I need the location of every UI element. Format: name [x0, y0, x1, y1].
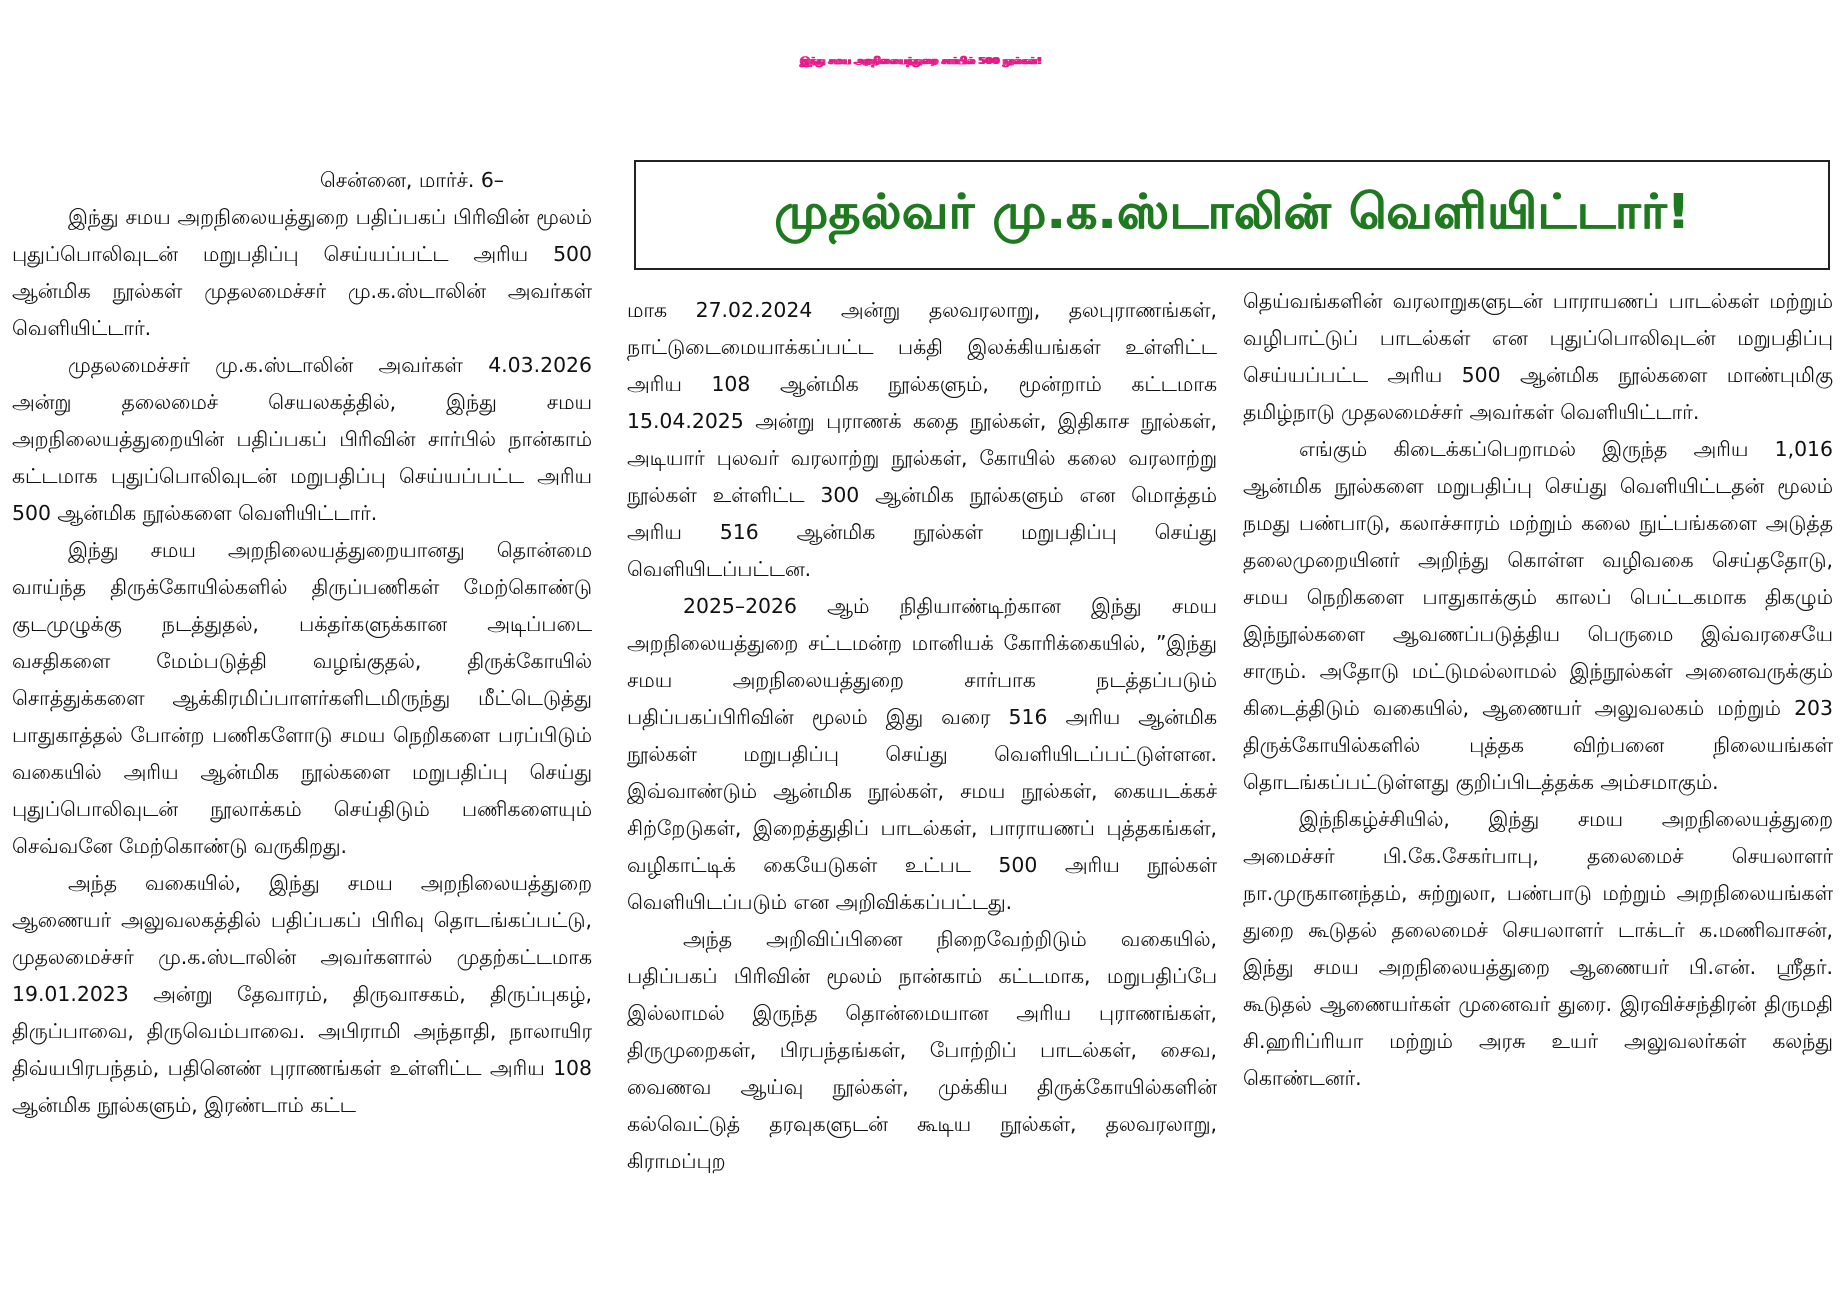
- paragraph: தெய்வங்களின் வரலாறுகளுடன் பாராயணப் பாடல்கள் மற்றும் வழிபாட்டுப் பாடல்கள் என புதுப்பொலிவுடன் மறுபதிப்பு செய்யப்பட்ட அரிய 500 ஆன்மிக நூல்களை மாண்புமிகு தமிழ்நாடு முதலமைச்சர் அவர்கள் வெளியிட்டார்.: [1243, 289, 1833, 424]
- article-column-2: [627, 292, 1217, 1180]
- paragraph: 2025–2026 ஆம் நிதியாண்டிற்கான இந்து சமய அறநிலையத்துறை சட்டமன்ற மானியக் கோரிக்கையில், ”இந்து சமய அறநிலையத்துறை சார்பாக நடத்தப்படும் பதிப்பகப்பிரிவின் மூலம் இது வரை 516 அரிய ஆன்மிக நூல்கள் மறுபதிப்பு செய்து வெளியிடப்பட்டுள்ளன. இவ்வாண்டும் ஆன்மிக நூல்கள், சமய நூல்கள், கையடக்கச் சிற்றேடுகள், இறைத்துதிப் பாடல்கள், பாராயணப் புத்தகங்கள், வழிகாட்டிக் கையேடுகள் உட்பட 500 அரிய நூல்கள் வெளியிடப்படும் என அறிவிக்கப்பட்டது.: [627, 594, 1217, 914]
- paragraph: இந்து சமய அறநிலையத்துறையானது தொன்மை வாய்ந்த திருக்கோயில்களில் திருப்பணிகள் மேற்கொண்டு குடமுழுக்கு நடத்துதல், பக்தர்களுக்கான அடிப்படை வசதிகளை மேம்படுத்தி வழங்குதல், திருக்கோயில் சொத்துக்களை ஆக்கிரமிப்பாளர்களிடமிருந்து மீட்டெடுத்து பாதுகாத்தல் போன்ற பணிகளோடு சமய நெறிகளை பரப்பிடும் வகையில் அரிய ஆன்மிக நூல்களை மறுபதிப்பு செய்து புதுப்பொலிவுடன் நூலாக்கம் செய்திடும் பணிகளையும் செவ்வனே மேற்கொண்டு வருகிறது.: [12, 538, 592, 858]
- subheadline-box: [634, 160, 1830, 270]
- paragraph: முதலமைச்சர் மு.க.ஸ்டாலின் அவர்கள் 4.03.2026 அன்று தலைமைச் செயலகத்தில், இந்து சமய அறநிலையத்துறையின் பதிப்பகப் பிரிவின் சார்பில் நான்காம் கட்டமாக புதுப்பொலிவுடன் மறுபதிப்பு செய்யப்பட்ட அரிய 500 ஆன்மிக நூல்களை வெளியிட்டார்.: [12, 353, 592, 525]
- subheadline: முதல்வர் மு.க.ஸ்டாலின் வெளியிட்டார்!: [774, 184, 1690, 240]
- paragraph: எங்கும் கிடைக்கப்பெறாமல் இருந்த அரிய 1,016 ஆன்மிக நூல்களை மறுபதிப்பு செய்து வெளியிட்டதன் மூலம் நமது பண்பாடு, கலாச்சாரம் மற்றும் கலை நுட்பங்களை அடுத்த தலைமுறையினர் அறிந்து கொள்ள வழிவகை செய்ததோடு, சமய நெறிகளை பாதுகாக்கும் காலப் பெட்டகமாக திகழும் இந்நூல்களை ஆவணப்படுத்திய பெருமை இவ்வரசையே சாரும். அதோடு மட்டுமல்லாமல் இந்நூல்கள் அனைவருக்கும் கிடைத்திடும் வகையில், ஆணையர் அலுவலகம் மற்றும் 203 திருக்கோயில்களில் புத்தக விற்பனை நிலையங்கள் தொடங்கப்பட்டுள்ளது குறிப்பிடத்தக்க அம்சமாகும்.: [1243, 437, 1833, 794]
- headline: இந்து சமய அறநிலையத்துறை சார்பில் 500 நூல்கள்!: [800, 56, 1042, 67]
- paragraph: மாக 27.02.2024 அன்று தலவரலாறு, தலபுராணங்கள், நாட்டுடைமையாக்கப்பட்ட பக்தி இலக்கியங்கள் உள்ளிட்ட அரிய 108 ஆன்மிக நூல்களும், மூன்றாம் கட்டமாக 15.04.2025 அன்று புராணக் கதை நூல்கள், இதிகாச நூல்கள், அடியார் புலவர் வரலாற்று நூல்கள், கோயில் கலை வரலாற்று நூல்கள் உள்ளிட்ட 300 ஆன்மிக நூல்களும் என மொத்தம் அரிய 516 ஆன்மிக நூல்கள் மறுபதிப்பு செய்து வெளியிடப்பட்டன.: [627, 298, 1217, 581]
- article-column-1: [12, 162, 592, 1124]
- paragraph: இந்நிகழ்ச்சியில், இந்து சமய அறநிலையத்துறை அமைச்சர் பி.கே.சேகர்பாபு, தலைமைச் செயலாளர் நா.முருகானந்தம், சுற்றுலா, பண்பாடு மற்றும் அறநிலையங்கள் துறை கூடுதல் தலைமைச் செயலாளர் டாக்டர் க.மணிவாசன், இந்து சமய அறநிலையத்துறை ஆணையர் பி.என். ஸ்ரீதர். கூடுதல் ஆணையர்கள் முனைவர் துரை. இரவிச்சந்திரன் திருமதி சி.ஹரிப்ரியா மற்றும் அரசு உயர் அலுவலர்கள் கலந்து கொண்டனர்.: [1243, 807, 1833, 1090]
- paragraph: அந்த அறிவிப்பினை நிறைவேற்றிடும் வகையில், பதிப்பகப் பிரிவின் மூலம் நான்காம் கட்டமாக, மறுபதிப்பே இல்லாமல் இருந்த தொன்மையான அரிய புராணங்கள், திருமுறைகள், பிரபந்தங்கள், போற்றிப் பாடல்கள், சைவ, வைணவ ஆய்வு நூல்கள், முக்கிய திருக்கோயில்களின் கல்வெட்டுத் தரவுகளுடன் கூடிய நூல்கள், தலவரலாறு, கிராமப்புற: [627, 927, 1217, 1173]
- paragraph: இந்து சமய அறநிலையத்துறை பதிப்பகப் பிரிவின் மூலம் புதுப்பொலிவுடன் மறுபதிப்பு செய்யப்பட்ட அரிய 500 ஆன்மிக நூல்கள் முதலமைச்சர் மு.க.ஸ்டாலின் அவர்கள் வெளியிட்டார்.: [12, 205, 592, 340]
- article-column-3: [1243, 283, 1833, 1097]
- paragraph: அந்த வகையில், இந்து சமய அறநிலையத்துறை ஆணையர் அலுவலகத்தில் பதிப்பகப் பிரிவு தொடங்கப்பட்டு, முதலமைச்சர் மு.க.ஸ்டாலின் அவர்களால் முதற்கட்டமாக 19.01.2023 அன்று தேவாரம், திருவாசகம், திருப்புகழ், திருப்பாவை, திருவெம்பாவை. அபிராமி அந்தாதி, நாலாயிர திவ்யபிரபந்தம், பதினெண் புராணங்கள் உள்ளிட்ட அரிய 108 ஆன்மிக நூல்களும், இரண்டாம் கட்ட: [12, 871, 592, 1117]
- dateline: சென்னை, மார்ச். 6–: [319, 168, 504, 192]
